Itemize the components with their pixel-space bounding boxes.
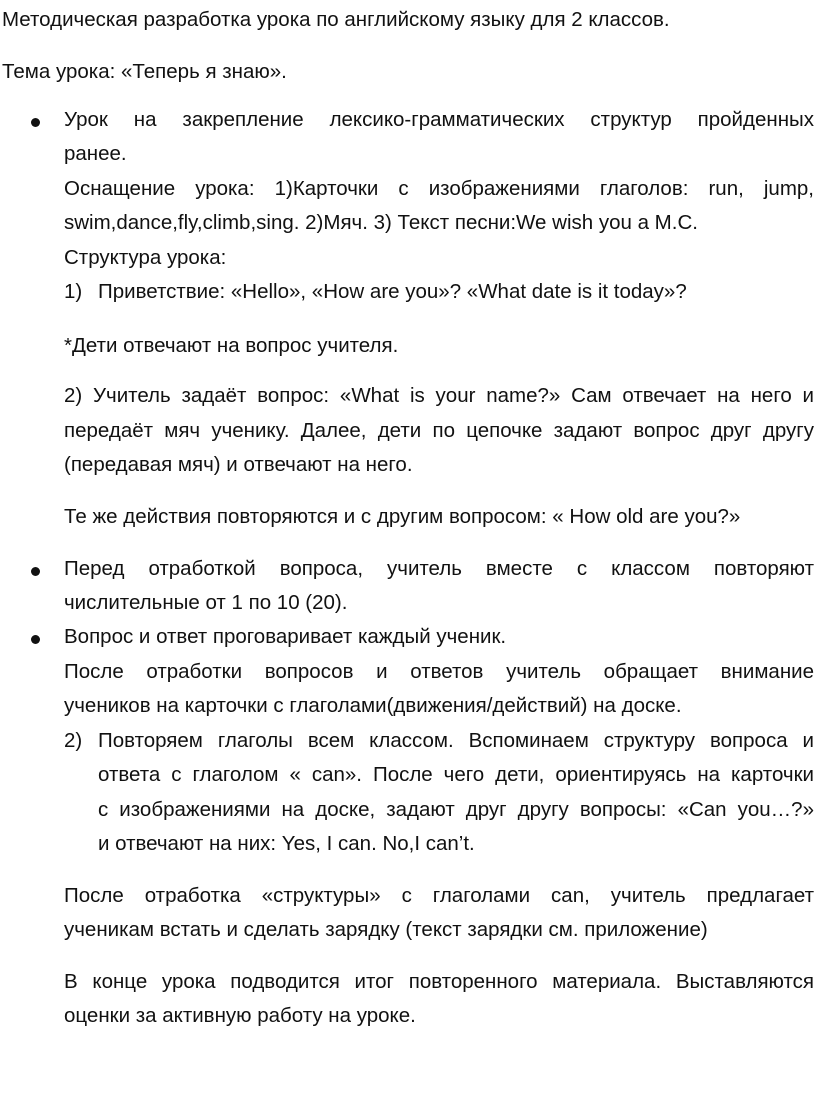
step1-text: Приветствие: «Hello», «How are you»? «What date is it today»? bbox=[98, 280, 687, 303]
bullet2-line2: числительные от 1 по 10 (20). bbox=[64, 591, 348, 614]
children-answer: *Дети отвечают на вопрос учителя. bbox=[64, 334, 399, 357]
equipment-line2: swim,dance,fly,climb,sing. 2)Мяч. 3) Текст песни:We wish you a M.C. bbox=[64, 211, 698, 234]
step2-paragraph-line1: 2) Учитель задаёт вопрос: «What is your name?» Сам отвечает на него и bbox=[64, 384, 814, 407]
bullet2-line1: Перед отработкой вопроса, учитель вместе с классом повторяют bbox=[64, 557, 814, 580]
equipment-line1: Оснащение урока: 1)Карточки с изображениями глаголов: run, jump, bbox=[64, 177, 814, 200]
bullet1-line1: Урок на закрепление лексико-грамматических структур пройденных bbox=[64, 108, 814, 131]
step2-list-line4: и отвечают на них: Yes, I can. No,I can’t. bbox=[98, 832, 475, 855]
lesson-topic: Тема урока: «Теперь я знаю». bbox=[2, 60, 287, 83]
step2-list-line3: с изображениями на доске, задают друг другу вопросы: «Can you…?» bbox=[98, 798, 814, 821]
bullet-marker bbox=[31, 567, 40, 576]
after-practice-line2: ученикам встать и сделать зарядку (текст зарядки см. приложение) bbox=[64, 918, 708, 941]
after-practice-line1: После отработка «структуры» с глаголами can, учитель предлагает bbox=[64, 884, 814, 907]
structure-label: Структура урока: bbox=[64, 246, 227, 269]
step2-paragraph-line3: (передавая мяч) и отвечают на него. bbox=[64, 453, 413, 476]
conclusion-line1: В конце урока подводится итог повторенного материала. Выставляются bbox=[64, 970, 814, 993]
bullet3-line1: Вопрос и ответ проговаривает каждый ученик. bbox=[64, 625, 507, 648]
step2-list-number: 2) bbox=[64, 729, 83, 752]
step2-paragraph-line2: передаёт мяч ученику. Далее, дети по цепочке задают вопрос друг другу bbox=[64, 419, 814, 442]
bullet1-line2: ранее. bbox=[64, 142, 127, 165]
bullet3-line2: После отработки вопросов и ответов учитель обращает внимание bbox=[64, 660, 814, 683]
document-title: Методическая разработка урока по английскому языку для 2 классов. bbox=[2, 8, 670, 31]
step1-number: 1) bbox=[64, 280, 83, 303]
bullet-marker bbox=[31, 635, 40, 644]
conclusion-line2: оценки за активную работу на уроке. bbox=[64, 1004, 416, 1027]
bullet-marker bbox=[31, 118, 40, 127]
step2-list-line2: ответа с глаголом « can». После чего дети, ориентируясь на карточки bbox=[98, 763, 814, 786]
repeat-actions: Те же действия повторяются и с другим вопросом: « How old are you?» bbox=[64, 505, 741, 528]
step2-list-line1: Повторяем глаголы всем классом. Вспоминаем структуру вопроса и bbox=[98, 729, 814, 752]
bullet3-line3: учеников на карточки с глаголами(движения/действий) на доске. bbox=[64, 694, 682, 717]
